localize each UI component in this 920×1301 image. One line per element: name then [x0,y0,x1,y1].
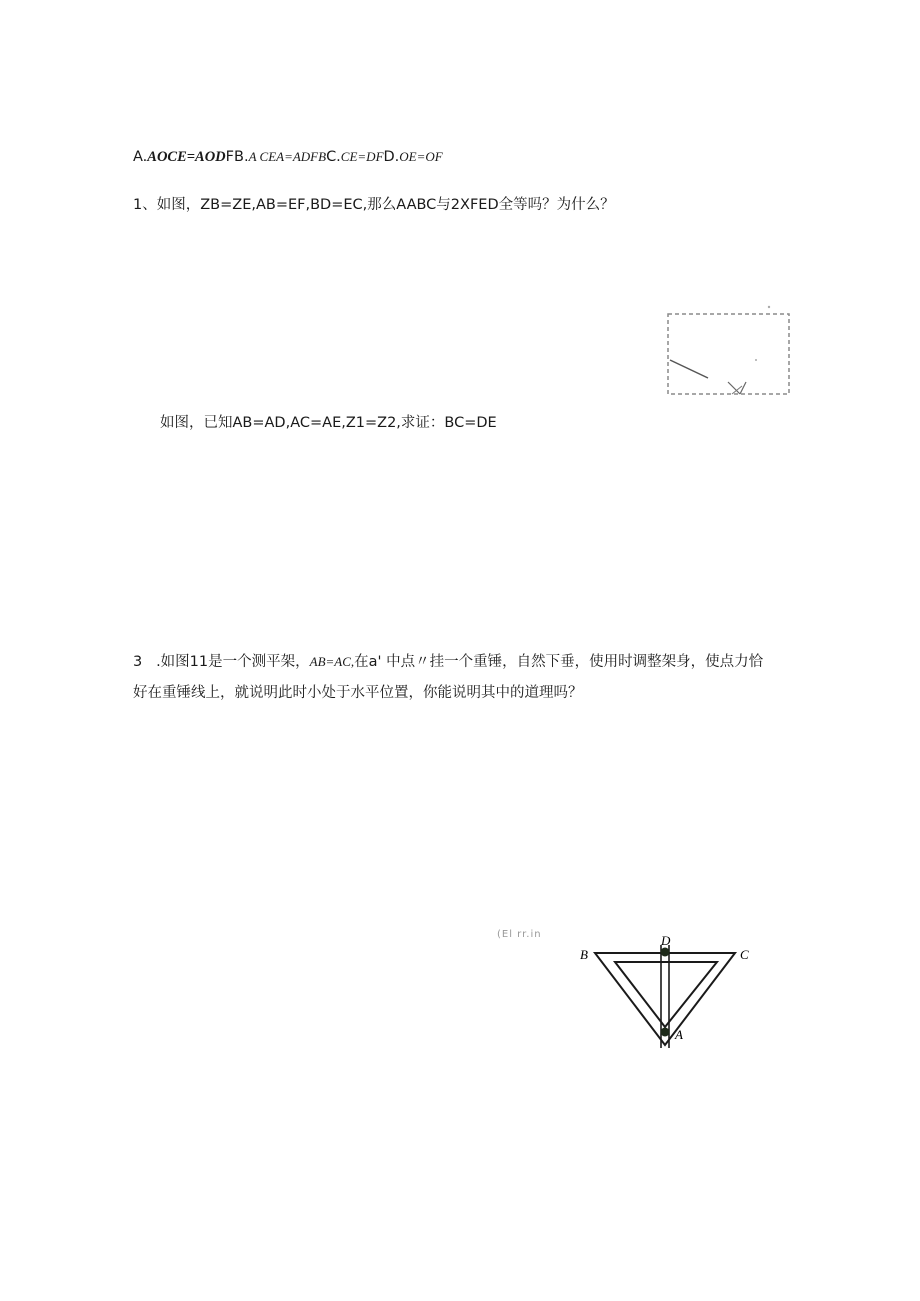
question-3-line-1 [133,652,763,672]
option-c-expr: CE=DF [340,149,384,164]
label-b: B [580,947,588,962]
question-3-line-2: 好在重锤线上，就说明此时小处于水平位置，你能说明其中的道理吗？ [133,685,583,701]
question-1-text: 1、如图，ZB=ZE,AB=EF,BD=EC,那么AABC与2XFED全等吗？为什么？ [133,197,615,213]
point-a [661,1028,670,1037]
figure-1 [660,290,800,410]
figure-1-mark-2 [755,359,757,361]
question-3-rest: 在a' 中点〃挂一个重锤，自然下垂，使用时调整架身，使点力恰 [354,654,764,670]
options-line [133,147,443,167]
question-3-intro: .如图11是一个测平架， [156,654,310,670]
option-b-prefix: FB. [225,149,249,165]
figure-1-segment-3 [740,382,746,394]
label-c: C [740,947,749,962]
figure-2 [575,885,775,1055]
option-b-expr: A CEA=ADFB [248,149,327,164]
label-a: A [675,1027,683,1042]
option-d-prefix: D. [383,149,400,165]
figure-1-mark-1 [768,306,770,308]
option-a-prefix: A. [133,149,148,165]
frame-inner-triangle [615,962,717,1027]
point-d [661,948,670,957]
figure-2-side-text: (El rr.in [497,929,542,940]
question-3-math: AB=AC, [309,654,355,669]
question-2-text: 如图，已知AB=AD,AC=AE,Z1=Z2,求证：BC=DE [160,415,497,431]
option-a-expr: AOCE=AOD [147,149,226,165]
figure-1-segment-1 [670,360,708,378]
option-c-prefix: C. [326,149,341,165]
label-d: D [661,933,671,948]
question-3-number: 3 [133,654,143,670]
option-d-expr: OE=OF [399,149,443,164]
